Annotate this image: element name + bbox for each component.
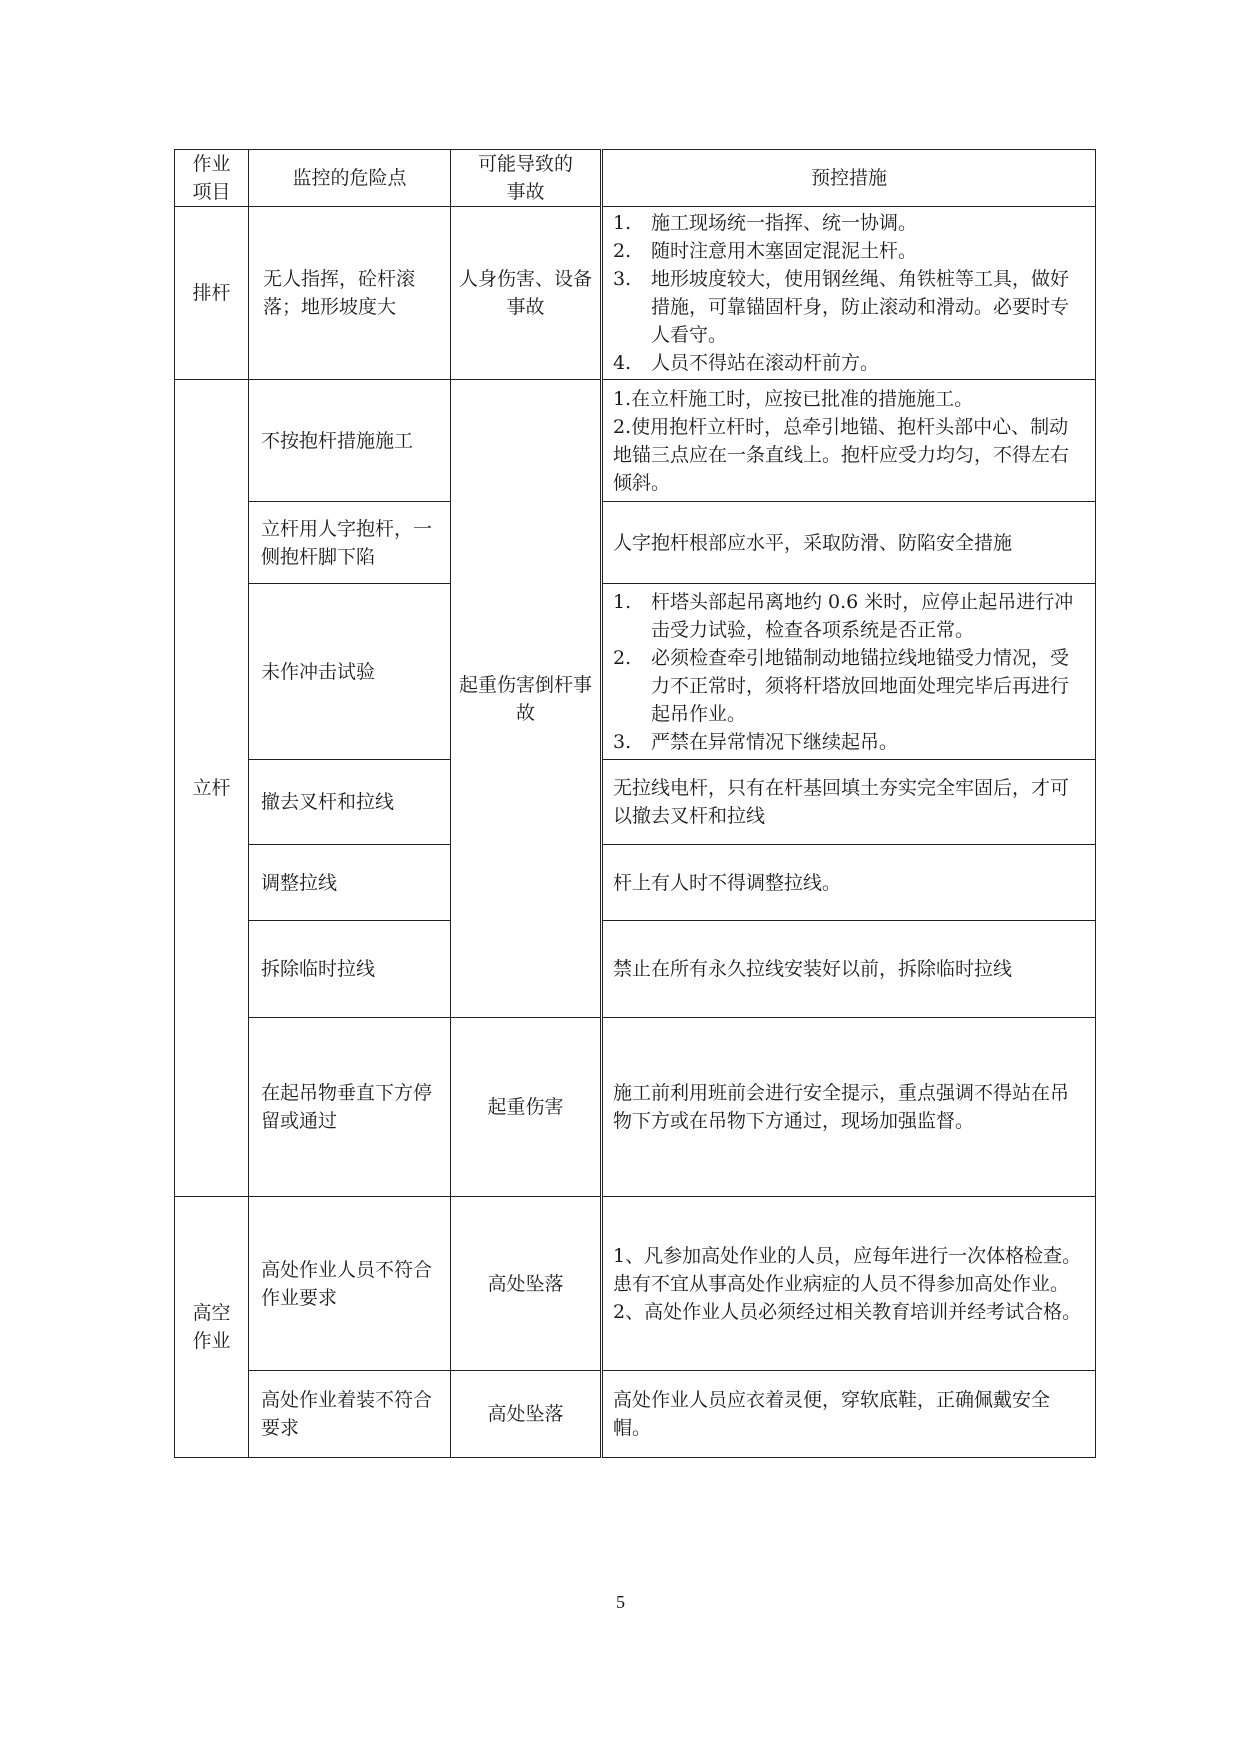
table-row [175, 845, 1096, 921]
list-item: 2. 随时注意用木塞固定混泥土杆。 [613, 240, 918, 262]
table-row [175, 584, 1096, 760]
header-work-item: 作业 项目 [175, 150, 249, 207]
work-item-paigan: 排杆 [175, 207, 249, 380]
hazard-cell: 未作冲击试验 [249, 584, 451, 760]
accident-cell: 起重伤害 [451, 1018, 602, 1197]
table-header-row [175, 150, 1096, 207]
measures-cell [602, 207, 1096, 380]
list-item: 3. 地形坡度较大，使用钢丝绳、角铁桩等工具，做好措施，可靠锚固杆身，防止滚动和滑动。必要时专人看守。 [613, 268, 1070, 346]
table-row [175, 380, 1096, 502]
work-item-ligan: 立杆 [175, 380, 249, 1197]
header-measures: 预控措施 [602, 150, 1096, 207]
measures-cell: 无拉线电杆，只有在杆基回填土夯实完全牢固后，才可以撤去叉杆和拉线 [602, 760, 1096, 845]
accident-cell: 高处坠落 [451, 1197, 602, 1371]
accident-cell: 人身伤害、设备事故 [451, 207, 602, 380]
list-item: 3. 严禁在异常情况下继续起吊。 [613, 730, 899, 753]
list-item: 1. 施工现场统一指挥、统一协调。 [613, 212, 918, 234]
list-item: 1. 杆塔头部起吊离地约 0.6 米时，应停止起吊进行冲击受力试验，检查各项系统是否正常。 [613, 590, 1074, 641]
table-row [175, 1197, 1096, 1371]
accident-cell: 高处坠落 [451, 1371, 602, 1458]
table-row [175, 760, 1096, 845]
accident-cell: 起重伤害倒杆事故 [451, 380, 602, 1018]
measures-cell: 1、凡参加高处作业的人员，应每年进行一次体格检查。患有不宜从事高处作业病症的人员不得参加高处作业。 2、高处作业人员必须经过相关教育培训并经考试合格。 [602, 1197, 1096, 1371]
hazard-cell: 撤去叉杆和拉线 [249, 760, 451, 845]
measures-cell: 人字抱杆根部应水平，采取防滑、防陷安全措施 [602, 502, 1096, 584]
table-row [175, 1018, 1096, 1197]
hazard-cell: 调整拉线 [249, 845, 451, 921]
measures-cell: 杆上有人时不得调整拉线。 [602, 845, 1096, 921]
hazard-cell: 拆除临时拉线 [249, 921, 451, 1018]
hazard-cell: 高处作业人员不符合作业要求 [249, 1197, 451, 1371]
header-accident: 可能导致的 事故 [451, 150, 602, 207]
measures-cell: 施工前利用班前会进行安全提示，重点强调不得站在吊物下方或在吊物下方通过，现场加强监督。 [602, 1018, 1096, 1197]
page-number: 5 [616, 1592, 625, 1612]
hazard-cell: 无人指挥，砼杆滚落；地形坡度大 [249, 207, 451, 380]
table-row [175, 502, 1096, 584]
table-row [175, 1371, 1096, 1458]
hazard-cell: 不按抱杆措施施工 [249, 380, 451, 502]
list-item: 2. 必须检查牵引地锚制动地锚拉线地锚受力情况，受力不正常时，须将杆塔放回地面处理完毕后再进行起吊作业。 [613, 646, 1070, 725]
measures-cell: 高处作业人员应衣着灵便，穿软底鞋，正确佩戴安全帽。 [602, 1371, 1096, 1458]
measures-cell: 禁止在所有永久拉线安装好以前，拆除临时拉线 [602, 921, 1096, 1018]
measures-cell [602, 584, 1096, 760]
hazard-cell: 立杆用人字抱杆，一侧抱杆脚下陷 [249, 502, 451, 584]
risk-control-table [174, 149, 1096, 1458]
work-item-gaokong: 高空 作业 [175, 1197, 249, 1458]
measures-cell: 1.在立杆施工时，应按已批准的措施施工。 2.使用抱杆立杆时，总牵引地锚、抱杆头部中心、制动地锚三点应在一条直线上。抱杆应受力均匀，不得左右倾斜。 [602, 380, 1096, 502]
hazard-cell: 高处作业着装不符合要求 [249, 1371, 451, 1458]
list-item: 4. 人员不得站在滚动杆前方。 [613, 352, 880, 374]
header-hazard: 监控的危险点 [249, 150, 451, 207]
table-row [175, 921, 1096, 1018]
hazard-cell: 在起吊物垂直下方停留或通过 [249, 1018, 451, 1197]
table-row [175, 207, 1096, 380]
